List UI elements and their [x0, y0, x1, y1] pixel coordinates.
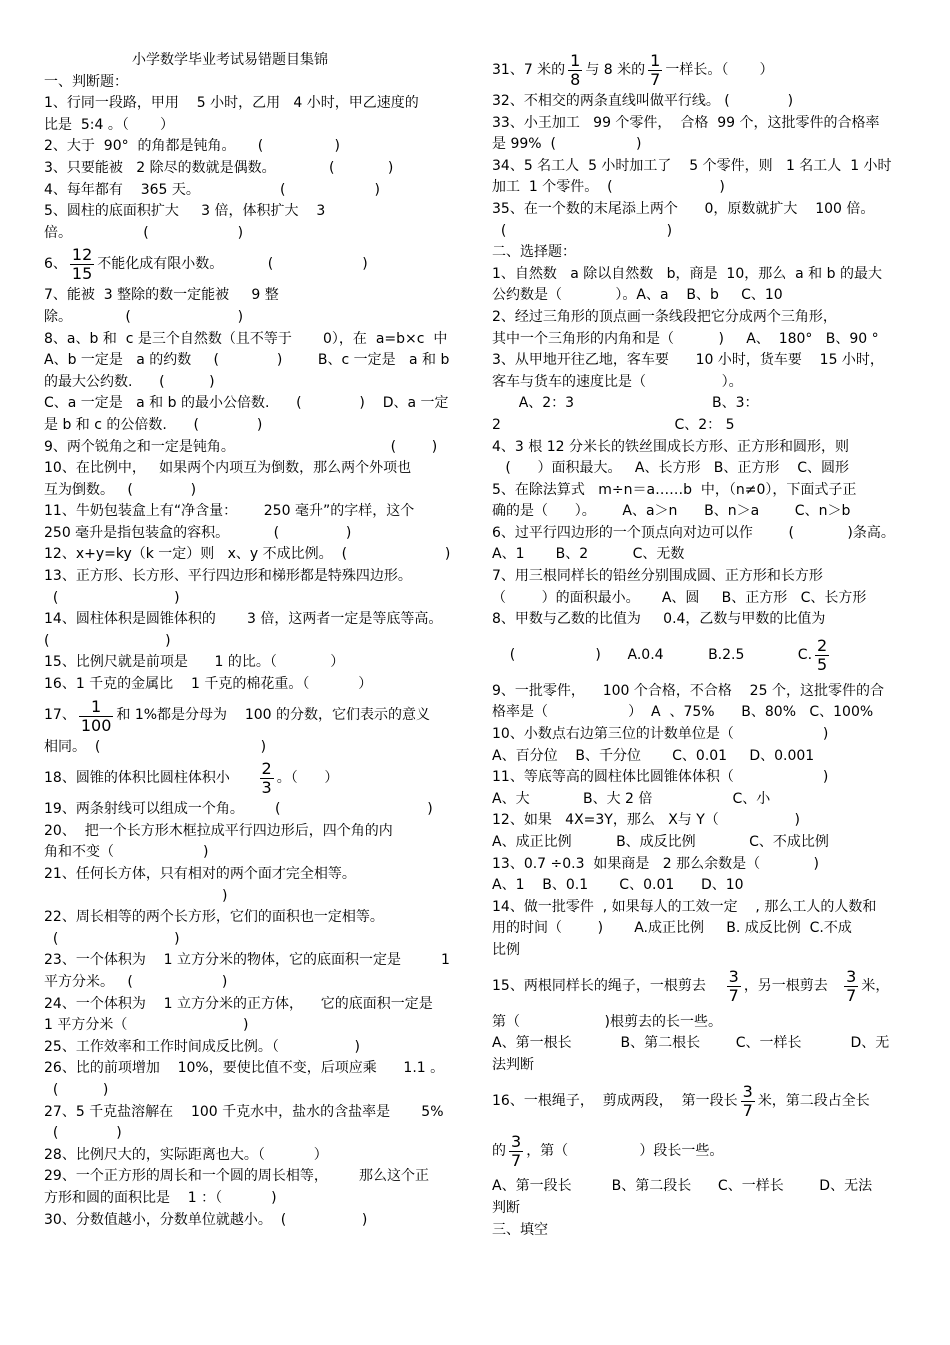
fraction — [741, 1083, 755, 1120]
text-line — [44, 1188, 462, 1210]
fraction-denominator: 8 — [570, 70, 581, 89]
text-run: 1 平方分米（ ) — [44, 1017, 249, 1034]
fraction-denominator: 3 — [261, 778, 272, 798]
text-run: 4、每年都有 365 天。 ( ) — [44, 181, 380, 198]
text-line — [492, 544, 908, 566]
text-run: 19、两条射线可以组成一个角。 ( ) — [44, 801, 433, 818]
fraction — [844, 968, 858, 1005]
text-run: 10、在比例中， 如果两个内项互为倒数，那么两个外项也 — [44, 460, 412, 477]
text-line — [492, 523, 908, 545]
text-run: 5、在除法算式 m÷n＝a……b 中，（n≠0），下面式子正 — [492, 481, 857, 498]
text-run: ，第（ ）段长一些。 — [526, 1142, 724, 1159]
text-run: 一、判断题： — [44, 73, 128, 90]
text-line — [492, 350, 908, 372]
text-run: 8、甲数与乙数的比值为 0.4，乙数与甲数的比值为 — [492, 611, 826, 628]
text-line — [492, 724, 908, 746]
text-line — [492, 393, 908, 415]
fraction-denominator: 7 — [728, 986, 739, 1006]
text-line — [492, 285, 908, 307]
text-line — [492, 609, 908, 631]
text-line — [44, 350, 462, 372]
text-line — [44, 994, 462, 1016]
fraction-denominator: 7 — [511, 1150, 522, 1170]
text-line — [44, 329, 462, 351]
text-run: 32、不相交的两条直线叫做平行线。 ( ) — [492, 93, 794, 109]
fraction — [648, 52, 662, 89]
text-run: A、第一段长 B、第二段长 C、一样长 D、无法 — [492, 1178, 873, 1195]
text-line — [44, 223, 462, 245]
fraction-numerator: 3 — [742, 1081, 753, 1101]
text-run: 27、5 千克盐溶解在 100 千克水中，盐水的含盐率是 5% — [44, 1103, 444, 1120]
text-run: A、1 B、2 C、无数 — [492, 546, 685, 563]
text-line — [44, 950, 462, 972]
text-run: 三、填空 — [492, 1221, 548, 1238]
text-run: 1、行同一段路，甲用 5 小时，乙用 4 小时，甲乙速度的 — [44, 95, 419, 112]
text-run: ( ) — [44, 1125, 122, 1142]
text-line — [492, 566, 908, 588]
text-run: ( ）面积最大。 A、长方形 B、正方形 C、圆形 — [492, 460, 849, 477]
text-run: 加工 1 个零件。 ( ) — [492, 179, 725, 196]
fraction-denominator: 7 — [742, 1100, 753, 1120]
text-run: 21、任何长方体，只有相对的两个面才完全相等。 — [44, 866, 356, 882]
text-line — [44, 136, 462, 158]
text-run: ( ) — [44, 632, 171, 649]
text-run: 公约数是（ ）。A、a B、b C、10 — [492, 287, 783, 304]
text-run: 9、两个锐角之和一定是钝角。 ( ) — [44, 438, 438, 455]
text-run: 25、工作效率和工作时间成反比例。（ ) — [44, 1038, 360, 1055]
text-line — [492, 372, 908, 394]
fraction-denominator: 5 — [817, 655, 828, 675]
text-run: 28、比例尺大的，实际距离也大。（ ） — [44, 1146, 328, 1163]
fraction-numerator: 1 — [650, 51, 661, 70]
text-run: ，另一根剪去 — [743, 977, 842, 994]
text-line — [44, 842, 462, 864]
text-run: 11、牛奶包装盒上有“净含量： 250 毫升”的字样，这个 — [44, 503, 415, 520]
text-run: 米， — [861, 977, 890, 994]
text-line — [492, 746, 908, 768]
text-run: 相同。 ( ) — [44, 738, 267, 755]
text-run: 比是 5:4 。（ ） — [44, 116, 175, 133]
fraction-numerator: 1 — [91, 696, 102, 716]
text-run: 格率是（ ） A 、75% B、80% C、100% — [492, 704, 874, 721]
text-run: 一样长。（ ） — [665, 61, 774, 78]
text-run: C、a 一定是 a 和 b 的最小公倍数. ( ) D、a 一定 — [44, 395, 449, 412]
left-column — [44, 50, 462, 1231]
text-run: A、大 B、大 2 倍 C、小 — [492, 790, 771, 807]
text-run: 不能化成有限小数。 ( ) — [97, 256, 368, 273]
text-line — [492, 437, 908, 459]
text-line — [492, 458, 908, 480]
text-line — [44, 1058, 462, 1080]
text-line — [44, 93, 462, 115]
text-line — [492, 264, 908, 286]
text-line — [44, 821, 462, 843]
text-run: 15、两根同样长的绳子，一根剪去 — [492, 977, 724, 994]
text-line — [44, 737, 462, 759]
text-line — [44, 415, 462, 437]
text-run: 14、做一批零件 , 如果每人的工效一定 , 那么工人的人数和 — [492, 898, 877, 915]
text-line — [492, 113, 908, 135]
fraction — [260, 760, 274, 797]
text-line — [492, 832, 908, 854]
text-line — [44, 609, 462, 631]
fraction-denominator: 7 — [846, 986, 857, 1006]
text-line — [492, 329, 908, 351]
text-run: 角和不变（ ) — [44, 844, 209, 861]
text-line — [44, 115, 462, 137]
text-line — [492, 1055, 908, 1077]
text-run: 判断 — [492, 1199, 520, 1216]
text-run: ( ) — [44, 930, 180, 947]
text-line — [44, 523, 462, 545]
text-run: 14、圆柱体积是圆锥体积的 3 倍，这两者一定是等底等高。 — [44, 611, 443, 628]
text-line — [492, 50, 908, 91]
text-run: ( ) A.0.4 B.2.5 C. — [492, 647, 813, 664]
text-line — [44, 907, 462, 929]
text-line — [492, 767, 908, 789]
text-run: 30、分数值越小，分数单位就越小。 ( ) — [44, 1211, 368, 1228]
fraction-denominator: 15 — [71, 264, 93, 284]
fraction-denominator: 100 — [80, 715, 112, 735]
text-line — [492, 415, 908, 437]
text-run: 的最大公约数. ( ) — [44, 373, 215, 390]
text-line — [44, 393, 462, 415]
text-run: 11、等底等高的圆柱体比圆锥体体积（ ) — [492, 769, 829, 786]
text-line — [44, 864, 462, 886]
text-line — [44, 1015, 462, 1037]
text-run: 2、大于 90° 的角都是钝角。 ( ) — [44, 138, 340, 155]
text-run: 13、正方形、长方形、平行四边形和梯形都是特殊四边形。 — [44, 568, 412, 585]
text-line — [44, 652, 462, 674]
fraction-numerator: 2 — [261, 759, 272, 779]
text-run: 35、在一个数的末尾添上两个 0，原数就扩大 100 倍。 — [492, 200, 875, 217]
text-line — [492, 1033, 908, 1055]
text-line — [44, 480, 462, 502]
right-column — [492, 50, 908, 1241]
text-line — [492, 918, 908, 940]
text-run: 34、5 名工人 5 小时加工了 5 个零件，则 1 名工人 1 小时 — [492, 157, 892, 174]
text-line — [44, 799, 462, 821]
text-line — [44, 458, 462, 480]
text-line — [492, 940, 908, 962]
text-line — [492, 480, 908, 502]
text-run: 7、能被 3 整除的数一定能被 9 整 — [44, 287, 279, 304]
fraction-numerator: 1 — [570, 51, 581, 70]
text-run: （ ）的面积最小。 A、圆 B、正方形 C、长方形 — [492, 589, 867, 606]
text-line — [492, 1220, 908, 1242]
text-run: 26、比的前项增加 10%，要使比值不变，后项应乘 1.1 。 — [44, 1060, 445, 1077]
text-run: A、b 一定是 a 的约数 ( ) B、c 一定是 a 和 b — [44, 352, 450, 369]
text-line — [44, 72, 462, 94]
text-line — [44, 1102, 462, 1124]
text-line — [492, 1126, 908, 1176]
text-run: 确的是（ ）。 A、a＞n B、n＞a C、n＞b — [492, 503, 851, 520]
text-line — [44, 244, 462, 285]
text-line — [44, 758, 462, 799]
text-line — [492, 588, 908, 610]
text-run: 12、如果 4X=3Y，那么 X与 Y（ ) — [492, 812, 800, 829]
fraction — [815, 637, 829, 674]
text-line — [44, 1037, 462, 1059]
text-run: A、第一根长 B、第二根长 C、一样长 D、无 — [492, 1035, 890, 1052]
fraction — [70, 246, 94, 283]
text-run: 。（ ） — [276, 769, 339, 786]
text-line — [44, 437, 462, 459]
text-run: 13、0.7 ÷0.3 如果商是 2 那么余数是（ ) — [492, 855, 819, 872]
text-run: 29、一个正方形的周长和一个圆的周长相等， 那么这个正 — [44, 1168, 429, 1185]
text-line — [44, 631, 462, 653]
text-run: 4、3 根 12 分米长的铁丝围成长方形、正方形和圆形，则 — [492, 438, 849, 455]
text-line — [492, 962, 908, 1012]
fraction-numerator: 12 — [71, 245, 93, 265]
text-run: 第（ )根剪去的长一些。 — [492, 1013, 723, 1030]
text-line — [44, 1080, 462, 1102]
text-line — [492, 854, 908, 876]
text-line — [44, 180, 462, 202]
text-line — [492, 631, 908, 681]
text-run: 2、经过三角形的顶点画一条线段把它分成两个三角形， — [492, 308, 837, 325]
page-title: 小学数学毕业考试易错题目集锦 — [132, 52, 328, 68]
text-line — [44, 544, 462, 566]
text-run: 法判断 — [492, 1056, 534, 1073]
text-run: 23、一个体积为 1 立方分米的物体，它的底面积一定是 1 — [44, 952, 450, 969]
text-line — [44, 886, 462, 908]
text-run: 3、只要能被 2 除尽的数就是偶数。 ( ) — [44, 159, 394, 176]
text-line — [44, 972, 462, 994]
fraction — [509, 1133, 523, 1170]
fraction — [79, 698, 114, 735]
text-line — [44, 1166, 462, 1188]
fraction-numerator: 3 — [511, 1131, 522, 1151]
text-line — [44, 929, 462, 951]
text-line — [44, 158, 462, 180]
text-run: A、1 B、0.1 C、0.01 D、10 — [492, 877, 744, 894]
text-run: 7、用三根同样长的铅丝分别围成圆、正方形和长方形 — [492, 568, 823, 585]
text-run: 二、选择题： — [492, 244, 576, 261]
text-line — [492, 702, 908, 724]
text-line — [492, 307, 908, 329]
text-line — [492, 501, 908, 523]
fraction — [727, 968, 741, 1005]
fraction-numerator: 2 — [817, 636, 828, 656]
text-line — [492, 875, 908, 897]
text-run: 是 99% ( ) — [492, 136, 642, 153]
text-run: 用的时间（ ) A.成正比例 B. 成反比例 C.不成 — [492, 920, 852, 937]
text-line — [44, 307, 462, 329]
text-run: 9、一批零件， 100 个合格，不合格 25 个，这批零件的合 — [492, 682, 884, 699]
text-line — [492, 810, 908, 832]
text-line — [44, 1145, 462, 1167]
text-run: 方形和圆的面积比是 1 ：（ ) — [44, 1189, 277, 1206]
text-run: 12、x+y=ky（k 一定）则 x、y 不成比例。 ( ) — [44, 546, 451, 563]
text-line — [492, 897, 908, 919]
text-run: 是 b 和 c 的公倍数. ( ) — [44, 416, 263, 433]
text-run: ( ) — [492, 222, 673, 239]
text-line — [492, 199, 908, 221]
text-run: 其中一个三角形的内角和是（ ) A、 180° B、90 ° — [492, 330, 879, 347]
text-line — [492, 91, 908, 113]
text-run: 33、小王加工 99 个零件， 合格 99 个，这批零件的合格率 — [492, 114, 880, 131]
text-line — [492, 242, 908, 264]
text-run: A、百分位 B、千分位 C、0.01 D、0.001 — [492, 747, 815, 764]
text-line — [492, 789, 908, 811]
text-run: 1、自然数 a 除以自然数 b，商是 10，那么 a 和 b 的最大 — [492, 265, 882, 282]
text-run: A、成正比例 B、成反比例 C、不成比例 — [492, 834, 829, 850]
text-run: 互为倒数。 ( ) — [44, 481, 197, 498]
fraction — [568, 52, 582, 89]
text-line — [492, 177, 908, 199]
text-run: 18、圆锥的体积比圆柱体积小 — [44, 769, 257, 786]
text-run: 8、a、b 和 c 是三个自然数（且不等于 0），在 a=b×c 中 — [44, 330, 448, 347]
text-run: 平方分米。 ( ) — [44, 973, 228, 990]
text-run: 比例 — [492, 941, 520, 958]
fraction-numerator: 3 — [846, 967, 857, 987]
text-line — [44, 674, 462, 696]
text-line — [492, 1176, 908, 1198]
text-run: 17、 — [44, 707, 76, 724]
text-line — [44, 372, 462, 394]
text-line — [44, 588, 462, 610]
text-line — [492, 1012, 908, 1034]
text-run: 10、小数点右边第三位的计数单位是（ ) — [492, 726, 829, 743]
text-run: 16、1 千克的金属比 1 千克的棉花重。（ ） — [44, 676, 373, 693]
text-line — [492, 681, 908, 703]
text-run: 2 C、2： 5 — [492, 416, 735, 433]
text-line — [44, 285, 462, 307]
text-run: 和 1%都是分母为 100 的分数，它们表示的意义 — [116, 707, 431, 724]
text-run: 24、一个体积为 1 立方分米的正方体， 它的底面积一定是 — [44, 995, 433, 1012]
text-run: 6、 — [44, 256, 67, 273]
text-run: 3、从甲地开往乙地，客车要 10 小时，货车要 15 小时， — [492, 352, 884, 369]
text-line — [44, 696, 462, 737]
text-line — [492, 221, 908, 243]
text-line — [44, 1210, 462, 1232]
fraction-denominator: 7 — [650, 70, 661, 89]
text-run: 31、7 米的 — [492, 61, 566, 78]
text-run: 22、周长相等的两个长方形，它们的面积也一定相等。 — [44, 909, 384, 926]
text-line — [44, 201, 462, 223]
text-run: 客车与货车的速度比是（ ）。 — [492, 373, 743, 390]
text-run: 与 8 米的 — [585, 61, 646, 78]
text-run: ) — [44, 887, 228, 904]
text-line — [492, 134, 908, 156]
text-run: 5、圆柱的底面积扩大 3 倍，体积扩大 3 — [44, 203, 326, 220]
text-line — [492, 1076, 908, 1126]
text-run: ( ) — [44, 1081, 109, 1098]
fraction-numerator: 3 — [728, 967, 739, 987]
text-run: 倍。 ( ) — [44, 224, 244, 241]
text-run: 20、 把一个长方形木框拉成平行四边形后，四个角的内 — [44, 822, 393, 839]
text-run: 除。 ( ) — [44, 308, 244, 325]
text-line — [492, 1198, 908, 1220]
text-run: 250 毫升是指包装盒的容积。 ( ) — [44, 524, 352, 541]
text-run: 6、过平行四边形的一个顶点向对边可以作 ( )条高。 — [492, 524, 895, 541]
text-line — [492, 156, 908, 178]
text-line — [44, 501, 462, 523]
text-run: 米，第二段占全长 — [757, 1092, 870, 1109]
text-line — [44, 566, 462, 588]
text-line — [44, 1123, 462, 1145]
text-run: 16、一根绳子， 剪成两段， 第一段长 — [492, 1092, 738, 1109]
text-run: 15、比例尺就是前项是 1 的比。（ ） — [44, 654, 345, 671]
text-run: A、2：3 B、3： — [492, 395, 759, 412]
text-run: ( ) — [44, 589, 180, 606]
text-run: 的 — [492, 1142, 506, 1159]
